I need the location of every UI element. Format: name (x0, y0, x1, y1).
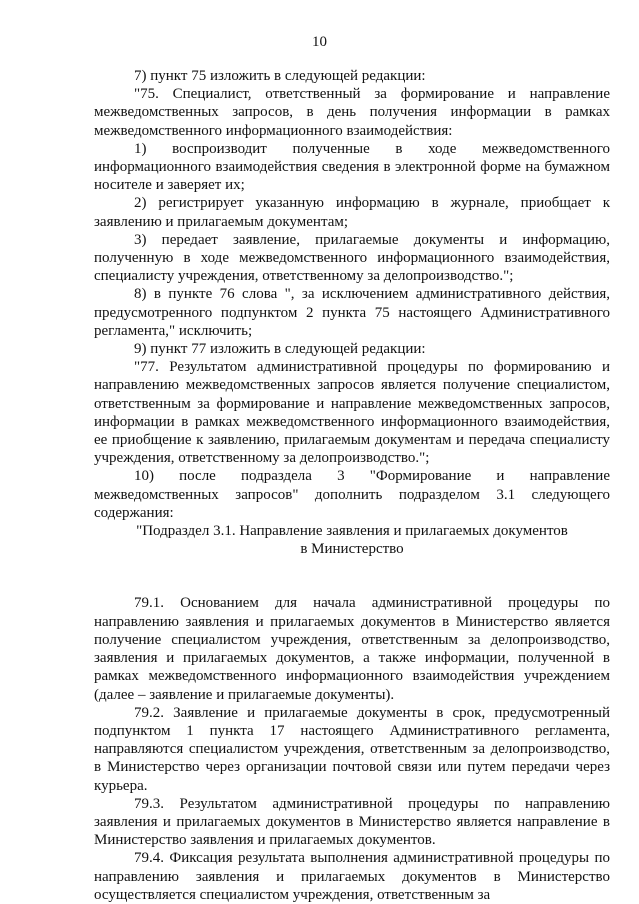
paragraph: 2) регистрирует указанную информацию в журнале, приобщает к заявлению и прилагаемым документам; (94, 195, 610, 230)
paragraph: "77. Результатом административной процедуры по формированию и направлению межведомственных запросов является получение специалистом, ответственным за формирование и направление межведомственных запросов, информации в рамках межведомственного информационного взаимодействия, ее приобщение к заявлению, прилагаемым документам и передача специалисту учреждения, ответственному за делопроизводство."; (94, 359, 610, 467)
paragraph: 79.1. Основанием для начала административной процедуры по направлению заявления и прилагаемых документов в Министерство является получение специалистом учреждения, ответственным за делопроизводство, заявления и прилагаемых документов, а также информации, полученной в рамках межведомственного информационного взаимодействия учреждением (далее – заявление и прилагаемые документы). (94, 595, 610, 703)
paragraph: 79.3. Результатом административной процедуры по направлению заявления и прилагаемых документов в Министерство является направление в Министерство заявления и прилагаемых документов. (94, 795, 610, 849)
paragraph: 7) пункт 75 изложить в следующей редакции: (134, 68, 426, 84)
document-body (94, 67, 610, 904)
page-number: 10 (312, 34, 327, 50)
spacer (94, 558, 610, 594)
paragraph: "75. Специалист, ответственный за формирование и направление межведомственных запросов, в день получения информации в рамках межведомственного информационного взаимодействия: (94, 86, 610, 139)
subsection-heading-line-1: "Подраздел 3.1. Направление заявления и прилагаемых документов (136, 523, 568, 540)
paragraph: 8) в пункте 76 слова ", за исключением административного действия, предусмотренного подпунктом 2 пункта 75 настоящего Административного регламента," исключить; (94, 286, 610, 339)
paragraph: 3) передает заявление, прилагаемые документы и информацию, полученную в ходе межведомственного информационного взаимодействия, специалисту учреждения, ответственному за делопроизводство."; (94, 231, 610, 285)
paragraph: 9) пункт 77 изложить в следующей редакции: (134, 341, 426, 358)
subsection-heading-line-2: в Министерство (300, 541, 404, 558)
paragraph: 79.2. Заявление и прилагаемые документы в срок, предусмотренный подпунктом 1 пункта 17 настоящего Административного регламента, направляются специалистом учреждения, ответственным за делопроизводство, в Министерство через организации почтовой связи или путем передачи через курьера. (94, 704, 610, 794)
paragraph: 10) после подраздела 3 "Формирование и направление межведомственных запросов" дополнить подразделом 3.1 следующего содержания: (94, 468, 610, 521)
paragraph: 1) воспроизводит полученные в ходе межведомственного информационного взаимодействия сведения в электронной форме на бумажном носителе и заверяет их; (94, 140, 610, 194)
paragraph: 79.4. Фиксация результата выполнения административной процедуры по направлению заявления и прилагаемых документов в Министерство осуществляется специалистом учреждения, ответственным за (94, 850, 610, 903)
subsection-heading (94, 522, 610, 558)
